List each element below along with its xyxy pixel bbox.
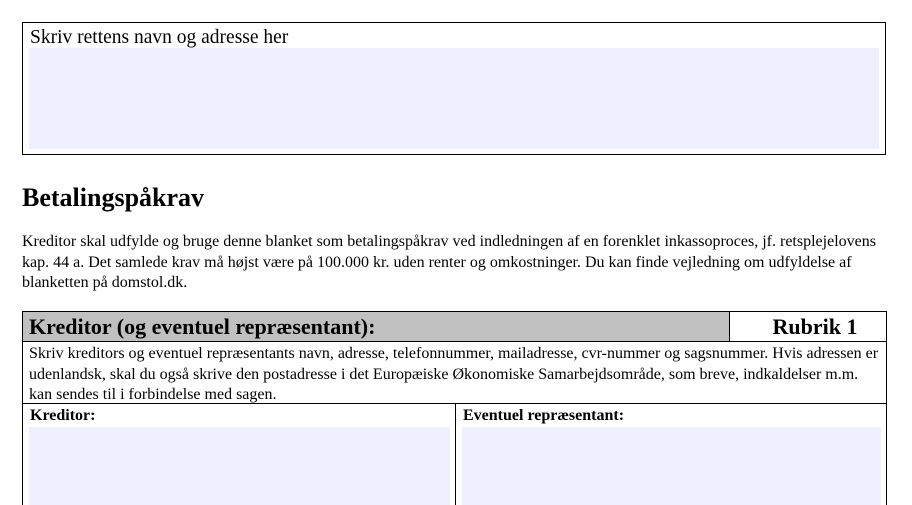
creditor-section xyxy=(22,311,887,505)
intro-text: Kreditor skal udfylde og bruge denne blanket som betalingspåkrav ved indledningen af en forenklet inkassoproces, jf. retsplejelovens kap. 44 a. Det samlede krav må højst være på 100.000 kr. uden renter og omkostninger. Du kan finde vejledning om udfyldelse af blanketten på domstol.dk. xyxy=(22,233,876,291)
section-columns xyxy=(23,404,886,505)
rubrik-label: Rubrik 1 xyxy=(772,314,858,339)
section-description: Skriv kreditors og eventuel repræsentants navn, adresse, telefonnummer, mailadresse, cvr-nummer og sagsnummer. Hvis adressen er udenlandsk, skal du også skrive den postadresse i det Europæiske Økonomiske Samarbejdsområde, som breve, indkaldelser m.m. kan sendes til i forbindelse med sagen. xyxy=(23,342,886,404)
court-address-field[interactable] xyxy=(29,48,879,149)
representative-field[interactable] xyxy=(462,427,881,505)
representative-column xyxy=(456,404,886,505)
page-title: Betalingspåkrav xyxy=(22,183,205,212)
creditor-field[interactable] xyxy=(29,427,450,505)
court-address-box xyxy=(22,22,886,155)
court-address-label: Skriv rettens navn og adresse her xyxy=(30,27,289,48)
section-heading: Kreditor (og eventuel repræsentant): xyxy=(23,312,730,341)
representative-label: Eventuel repræsentant: xyxy=(463,407,625,424)
creditor-label: Kreditor: xyxy=(30,407,96,424)
section-header xyxy=(23,312,886,342)
creditor-column xyxy=(23,404,456,505)
